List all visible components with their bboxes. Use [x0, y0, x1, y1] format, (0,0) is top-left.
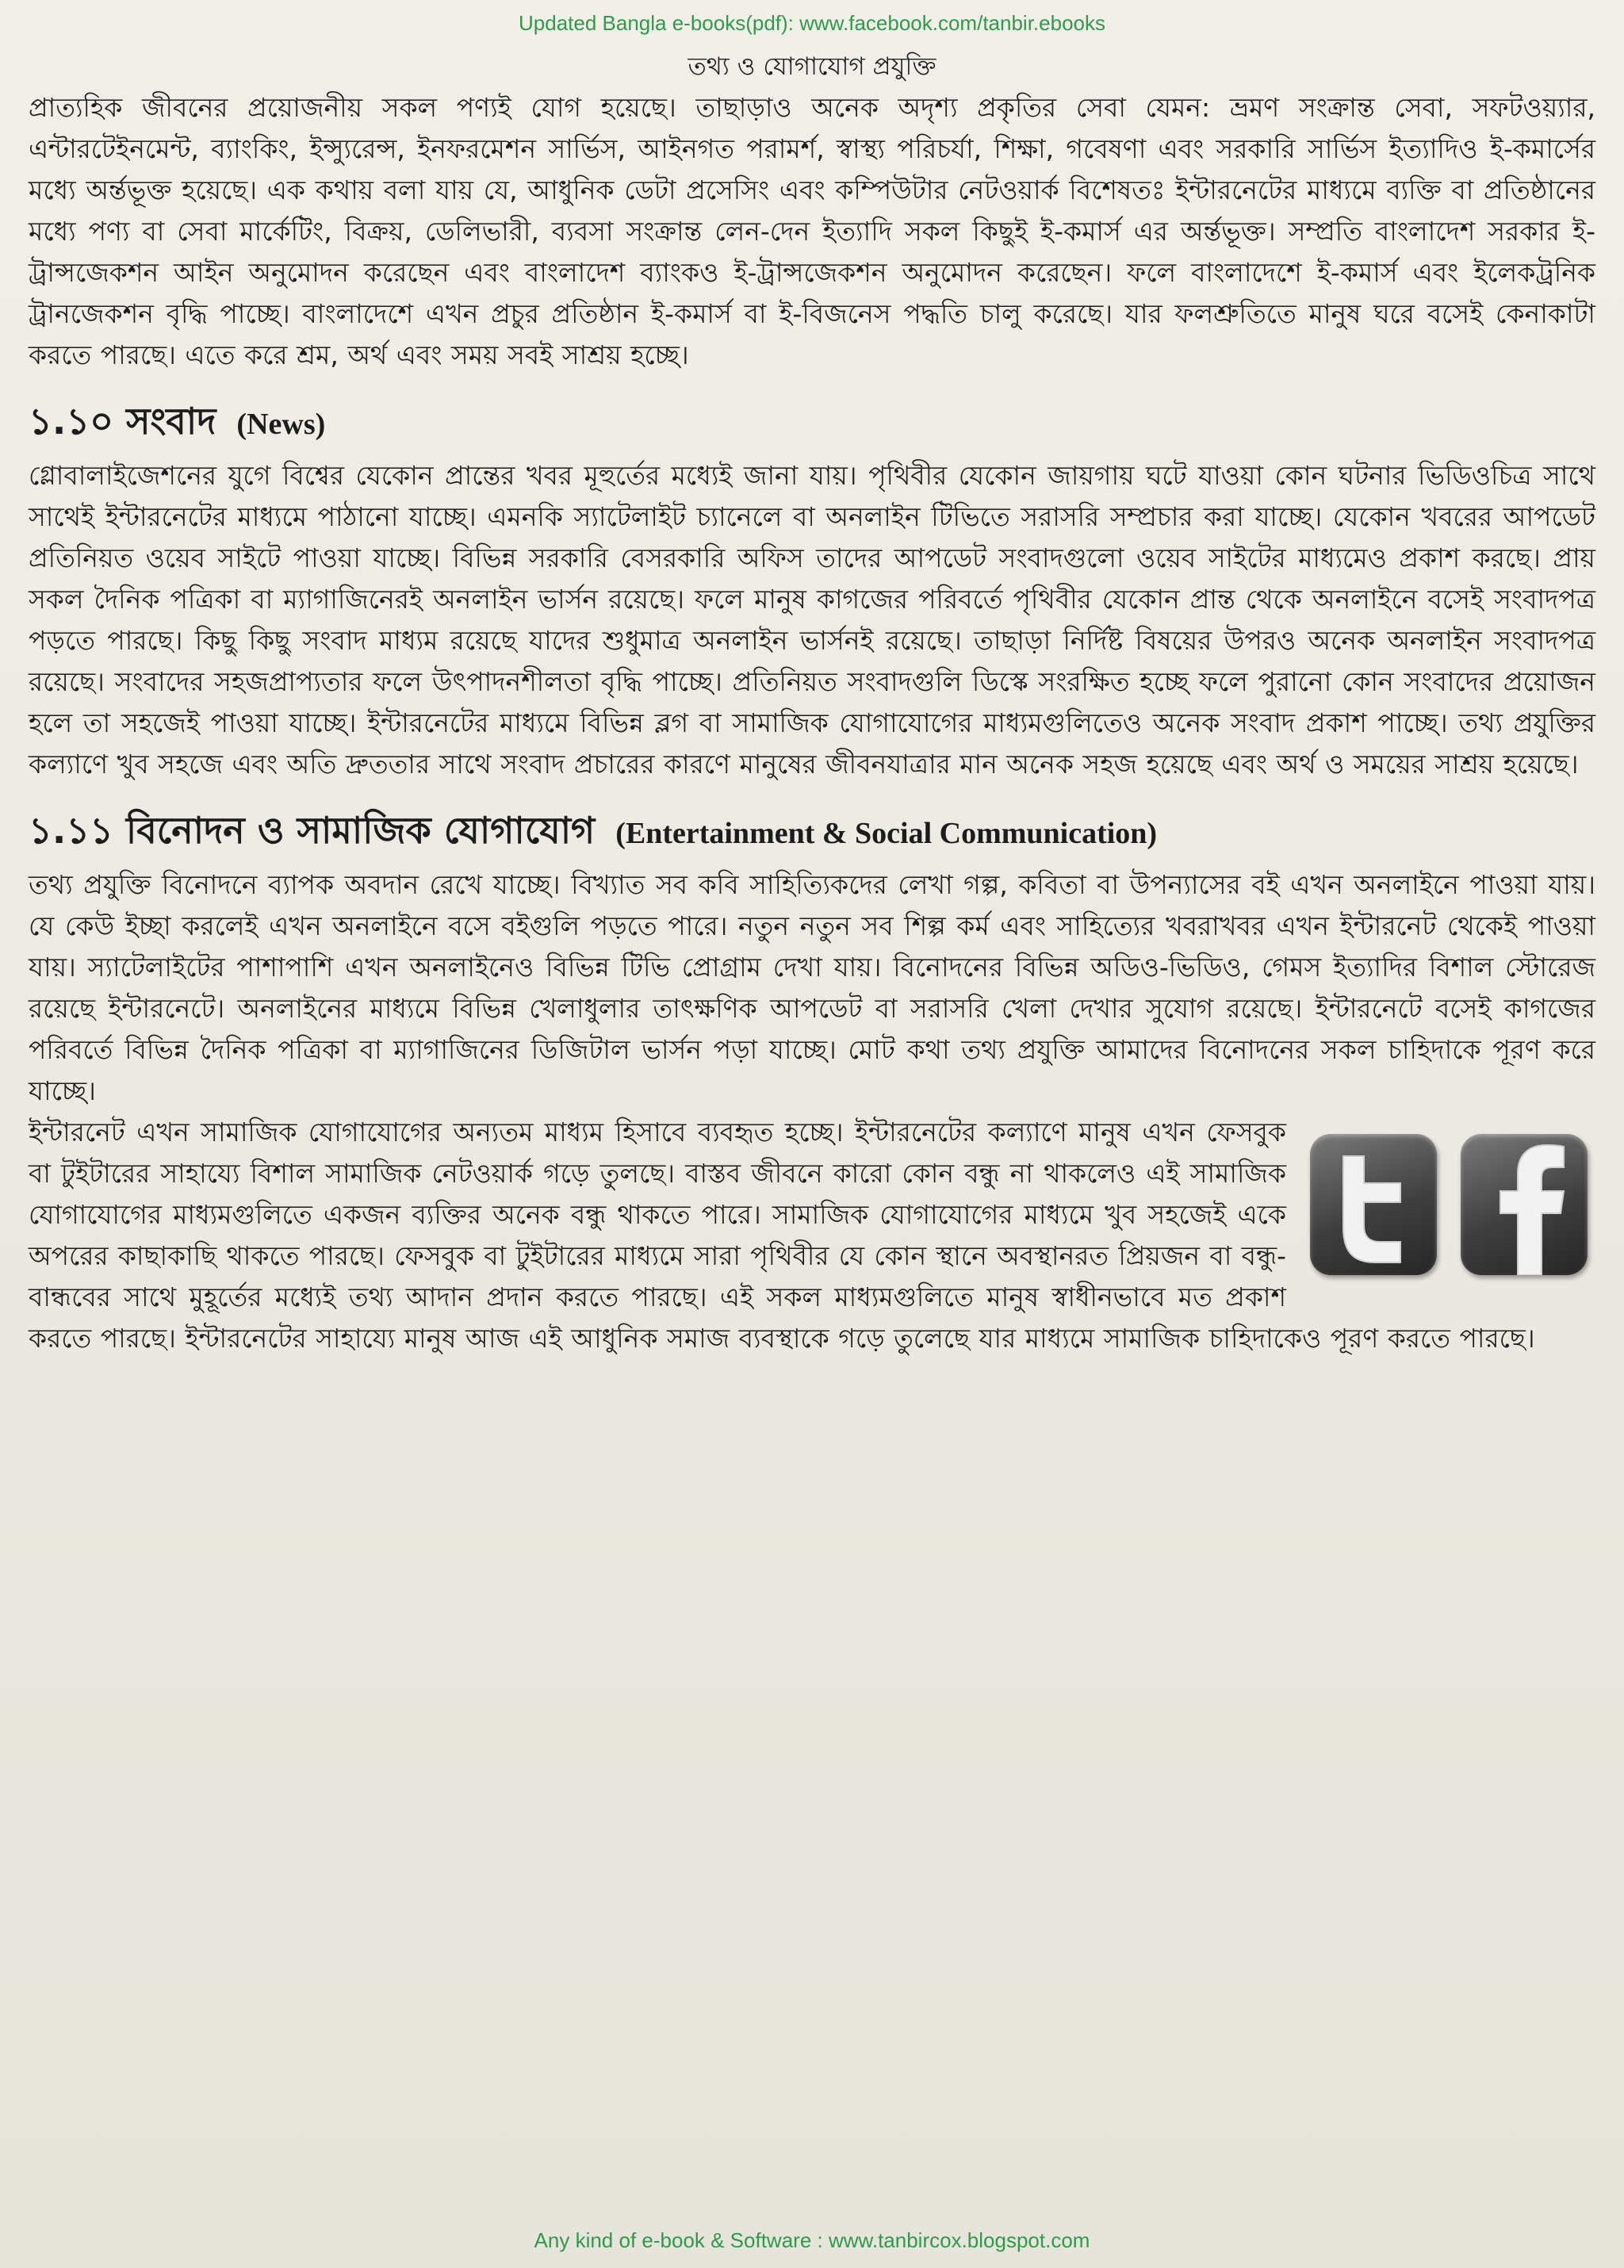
- section-number: ১.১১: [29, 809, 114, 852]
- bottom-banner-text: Any kind of e-book & Software : www.tanbircox.blogspot.com: [534, 2228, 1090, 2252]
- facebook-icon: [1461, 1134, 1588, 1275]
- social-paragraph: ইন্টারনেট এখন সামাজিক যোগাযোগের অন্যতম মাধ্যম হিসাবে ব্যবহৃত হচ্ছে। ইন্টারনেটের কল্যাণে মানুষ এখন ফেসবুক বা টুইটারের সাহায্যে বিশাল সামাজিক নেটওয়ার্ক গড়ে তুলছে। বাস্তব জীবনে কারো কোন বন্ধু না থাকলেও এই সামাজিক যোগাযোগের মাধ্যমগুলিতে একজন ব্যক্তির অনেক বন্ধু থাকতে পারে। সামাজিক যোগাযোগের মাধ্যমে খুব সহজেই একে অপরের কাছাকাছি থাকতে পারছে। ফেসবুক বা টুইটারের মাধ্যমে সারা পৃথিবীর যে কোন স্থানে অবস্থানরত প্রিয়জন বা বন্ধু-বান্ধবের সাথে মুহূর্তের মধ্যেই তথ্য আদান প্রদান করতে পারছে। এই সকল মাধ্যমগুলিতে মানুষ স্বাধীনভাবে মত প্রকাশ করতে পারছে। ইন্টারনেটের সাহায্যে মানুষ আজ এই আধুনিক সমাজ ব্যবস্থাকে গড়ে তুলেছে যার মাধ্যমে সামাজিক চাহিদাকেও পূরণ করতে পারছে।: [29, 1117, 1535, 1354]
- section-title: বিনোদন ও সামাজিক যোগাযোগ: [126, 809, 596, 852]
- section-heading-news: [29, 393, 1595, 452]
- intro-paragraph: প্রাত্যহিক জীবনের প্রয়োজনীয় সকল পণ্যই যোগ হয়েছে। তাছাড়াও অনেক অদৃশ্য প্রকৃতির সেবা যেমন: ভ্রমণ সংক্রান্ত সেবা, সফটওয়্যার, এন্টারটেইনমেন্ট, ব্যাংকিং, ইন্স্যুরেন্স, ইনফরমেশন সার্ভিস, আইনগত পরামর্শ, স্বাস্থ্য পরিচর্যা, শিক্ষা, গবেষণা এবং সরকারি সার্ভিস ইত্যাদিও ই-কমার্সের মধ্যে অর্ন্তভূক্ত হয়েছে। এক কথায় বলা যায় যে, আধুনিক ডেটা প্রসেসিং এবং কম্পিউটার নেটওয়ার্ক বিশেষতঃ ইন্টারনেটের মাধ্যমে ব্যক্তি বা প্রতিষ্ঠানের মধ্যে পণ্য বা সেবা মার্কেটিং, বিক্রয়, ডেলিভারী, ব্যবসা সংক্রান্ত লেন-দেন ইত্যাদি সকল কিছুই ই-কমার্স এর অর্ন্তভূক্ত। সম্প্রতি বাংলাদেশ সরকার ই-ট্রান্সজেকশন আইন অনুমোদন করেছেন এবং বাংলাদেশ ব্যাংকও ই-ট্রান্সজেকশন অনুমোদন করেছেন। ফলে বাংলাদেশে ই-কমার্স এবং ইলেকট্রনিক ট্রানজেকশন বৃদ্ধি পাচ্ছে। বাংলাদেশে এখন প্রচুর প্রতিষ্ঠান ই-কমার্স বা ই-বিজনেস পদ্ধতি চালু করেছে। যার ফলশ্রুতিতে মানুষ ঘরে বসেই কেনাকাটা করতে পারছে। এতে করে শ্রম, অর্থ এবং সময় সবই সাশ্রয় হচ্ছে।: [29, 92, 1595, 370]
- entertainment-paragraph: তথ্য প্রযুক্তি বিনোদনে ব্যাপক অবদান রেখে যাচ্ছে। বিখ্যাত সব কবি সাহিত্যিকদের লেখা গল্প, কবিতা বা উপন্যাসের বই এখন অনলাইনে পাওয়া যায়। যে কেউ ইচ্ছা করলেই এখন অনলাইনে বসে বইগুলি পড়তে পারে। নতুন নতুন সব শিল্প কর্ম এবং সাহিত্যের খবরাখবর এখন ইন্টারনেট থেকেই পাওয়া যায়। স্যাটেলাইটের পাশাপাশি এখন অনলাইনেও বিভিন্ন টিভি প্রোগ্রাম দেখা যায়। বিনোদনের বিভিন্ন অডিও-ভিডিও, গেমস ইত্যাদির বিশাল স্টোরেজ রয়েছে ইন্টারনেটে। অনলাইনের মাধ্যমে বিভিন্ন খেলাধুলার তাৎক্ষণিক আপডেট বা সরাসরি খেলা দেখার সুযোগ রয়েছে। ইন্টারনেটে বসেই কাগজের পরিবর্তে বিভিন্ন দৈনিক পত্রিকা বা ম্যাগাজিনের ডিজিটাল ভার্সন পড়া যাচ্ছে। মোট কথা তথ্য প্রযুক্তি আমাদের বিনোদনের সকল চাহিদাকে পূরণ করে যাচ্ছে।: [29, 869, 1595, 1106]
- running-head: তথ্য ও যোগাযোগ প্রযুক্তি: [688, 52, 936, 81]
- section-news: [29, 393, 1595, 785]
- section-number: ১.১০: [29, 400, 114, 442]
- section-entertainment: [29, 803, 1595, 1359]
- top-banner-text: Updated Bangla e-books(pdf): www.facebook.com/tanbir.ebooks: [519, 11, 1105, 35]
- twitter-glyph: [1310, 1134, 1437, 1275]
- twitter-icon: [1310, 1134, 1437, 1275]
- section-title-english: (News): [236, 408, 326, 441]
- facebook-glyph: [1461, 1134, 1588, 1275]
- social-icons: [1310, 1126, 1595, 1285]
- news-paragraph: গ্লোবালাইজেশনের যুগে বিশ্বের যেকোন প্রান্তের খবর মূহুর্তের মধ্যেই জানা যায়। পৃথিবীর যেকোন জায়গায় ঘটে যাওয়া কোন ঘটনার ভিডিওচিত্র সাথে সাথেই ইন্টারনেটের মাধ্যমে পাঠানো যাচ্ছে। এমনকি স্যাটেলাইট চ্যানেলে বা অনলাইন টিভিতে সরাসরি সম্প্রচার করা যাচ্ছে। যেকোন খবরের আপডেট প্রতিনিয়ত ওয়েব সাইটে পাওয়া যাচ্ছে। বিভিন্ন সরকারি বেসরকারি অফিস তাদের আপডেট সংবাদগুলো ওয়েব সাইটের মাধ্যমেও প্রকাশ করছে। প্রায় সকল দৈনিক পত্রিকা বা ম্যাগাজিনেরই অনলাইন ভার্সন রয়েছে। ফলে মানুষ কাগজের পরিবর্তে পৃথিবীর যেকোন প্রান্ত থেকে অনলাইনে বসেই সংবাদপত্র পড়তে পারছে। কিছু কিছু সংবাদ মাধ্যম রয়েছে যাদের শুধুমাত্র অনলাইন ভার্সনই রয়েছে। তাছাড়া নির্দিষ্ট বিষয়ের উপরও অনেক অনলাইন সংবাদপত্র রয়েছে। সংবাদের সহজপ্রাপ্যতার ফলে উৎপাদনশীলতা বৃদ্ধি পাচ্ছে। প্রতিনিয়ত সংবাদগুলি ডিস্কে সংরক্ষিত হচ্ছে ফলে পুরানো কোন সংবাদের প্রয়োজন হলে তা সহজেই পাওয়া যাচ্ছে। ইন্টারনেটের মাধ্যমে বিভিন্ন ব্লগ বা সামাজিক যোগাযোগের মাধ্যমগুলিতেও অনেক সংবাদ প্রকাশ পাচ্ছে। তথ্য প্রযুক্তির কল্যাণে খুব সহজে এবং অতি দ্রুততার সাথে সংবাদ প্রচারের কারণে মানুষের জীবনযাত্রার মান অনেক সহজ হয়েছে এবং অর্থ ও সময়ের সাশ্রয় হয়েছে।: [29, 460, 1595, 780]
- section-heading-entertainment: [29, 803, 1595, 861]
- section-title-english: (Entertainment & Social Communication): [615, 817, 1158, 850]
- section-title: সংবাদ: [126, 400, 216, 442]
- social-paragraph-block: [29, 1112, 1595, 1359]
